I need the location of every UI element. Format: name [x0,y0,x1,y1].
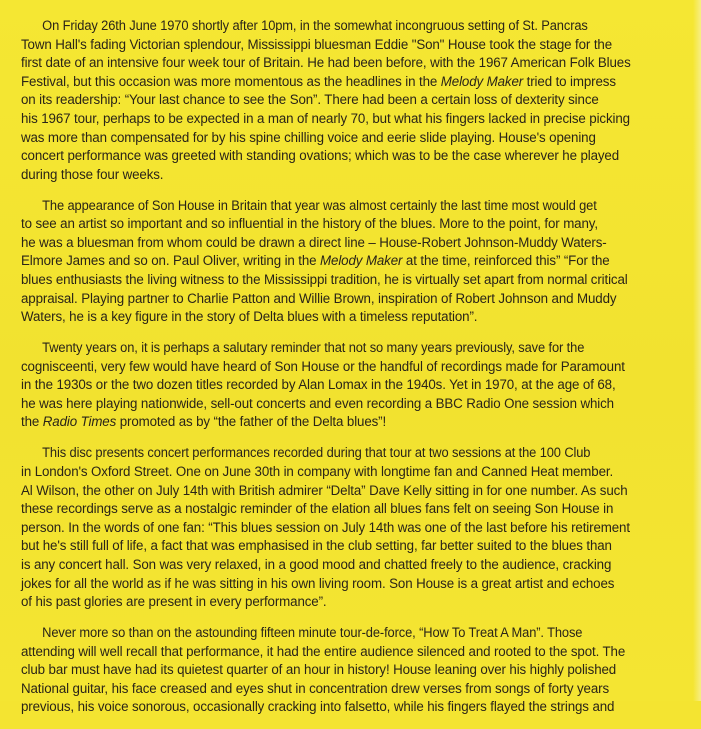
text-line: The appearance of Son House in Britain that year was almost certainly the last time most would get [42,197,597,213]
text-line: Waters, he is a key figure in the story of Delta blues with a timeless reputation”. [21,309,478,325]
publication-title: Radio Times [42,414,117,430]
text-line: his 1967 tour, perhaps to be expected in a man of nearly 70, but what his fingers lacked in precise picking [21,110,630,126]
text-line: This disc presents concert performances recorded during that tour at two sessions at the 100 Club [42,445,591,461]
text-line: Festival, but this occasion was more momentous as the headlines in the Melody Maker tried to impress [21,73,616,89]
text-line: cognisceenti, very few would have heard of Son House or the handful of recordings made for Paramount [21,358,625,374]
text-line: previous, his voice sonorous, occasionally cracking into falsetto, while his fingers flayed the strings and [21,699,615,715]
text-line: On Friday 26th June 1970 shortly after 10pm, in the somewhat incongruous setting of St. Pancras [42,18,588,33]
text-line: during those four weeks. [21,166,164,182]
text-line: in London's Oxford Street. One on June 30th in company with longtime fan and Canned Heat member. [21,463,614,479]
publication-title: Melody Maker [320,253,403,269]
text-line: is any concert hall. Son was very relaxed, in a good mood and chatted freely to the audience, cracking [21,556,612,572]
text-line: Al Wilson, the other on July 14th with British admirer “Delta” Dave Kelly sitting in for one number. As such [21,482,628,498]
text-line: he was a bluesman from whom could be drawn a direct line – House-Robert Johnson-Muddy Waters- [21,234,607,250]
text-line: Never more so than on the astounding fifteen minute tour-de-force, “How To Treat A Man”. Those [42,625,583,640]
text-line: attending will well recall that performance, it had the entire audience silenced and rooted to the spot. The [21,643,626,659]
text-line: concert performance was greeted with standing ovations; which was to be the case wherever he played [21,148,620,164]
text-line: Twenty years on, it is perhaps a salutary reminder that not so many years previously, save for the [42,340,585,356]
text-line: the Radio Times promoted as by “the father of the Delta blues”! [21,414,387,430]
text-line: jokes for all the world as if he was sitting in his own living room. Son House is a great artist and echoes [21,575,615,591]
text-line: National guitar, his face creased and eyes shut in concentration drew verses from songs of forty years [21,680,609,696]
paragraph [21,444,684,611]
liner-notes-text [21,17,684,729]
text-line: of his past glories are present in every performance”. [21,594,327,610]
paragraph [21,17,684,184]
text-line: Elmore James and so on. Paul Oliver, writing in the Melody Maker at the time, reinforced this” “For the [21,253,610,269]
publication-title: Melody Maker [440,73,524,89]
text-line: person. In the words of one fan: “This blues session on July 14th was one of the last before his retirement [21,519,630,535]
text-line: club bar must have had its quietest quarter of an hour in history! House leaning over his highly polished [21,662,617,678]
text-line: Town Hall's fading Victorian splendour, Mississippi bluesman Eddie "Son" House took the stage for the [21,36,613,52]
text-line: blues enthusiasts the living witness to the Mississippi tradition, he is virtually set apart from normal critical [21,272,628,288]
text-line: appraisal. Playing partner to Charlie Patton and Willie Brown, inspiration of Robert Johnson and Muddy [21,290,617,306]
text-line: he was here playing nationwide, sell-out concerts and even recording a BBC Radio One session which [21,395,614,411]
text-line: these recordings serve as a nostalgic reminder of the elation all blues fans felt on seeing Son House in [21,501,614,517]
text-line: in the 1930s or the two dozen titles recorded by Alan Lomax in the 1940s. Yet in 1970, at the age of 68, [21,377,616,393]
text-line: was more than compensated for by his spine chilling voice and eerie slide playing. House's opening [21,129,596,145]
paragraph [21,339,684,432]
text-line: but he's still full of life, a fact that was emphasised in the club setting, far better suited to the blues than [21,538,612,554]
text-line: to see an artist so important and so influential in the history of the blues. More to the point, for many, [21,216,598,232]
paragraph [21,197,684,327]
paragraph [21,624,684,717]
text-line: first date of an intensive four week tour of Britain. He had been before, with the 1967 American Folk Blues [21,55,631,71]
text-line: on its readership: “Your last chance to see the Son”. There had been a certain loss of dexterity since [21,92,599,108]
page-edge-shadow [693,0,701,701]
